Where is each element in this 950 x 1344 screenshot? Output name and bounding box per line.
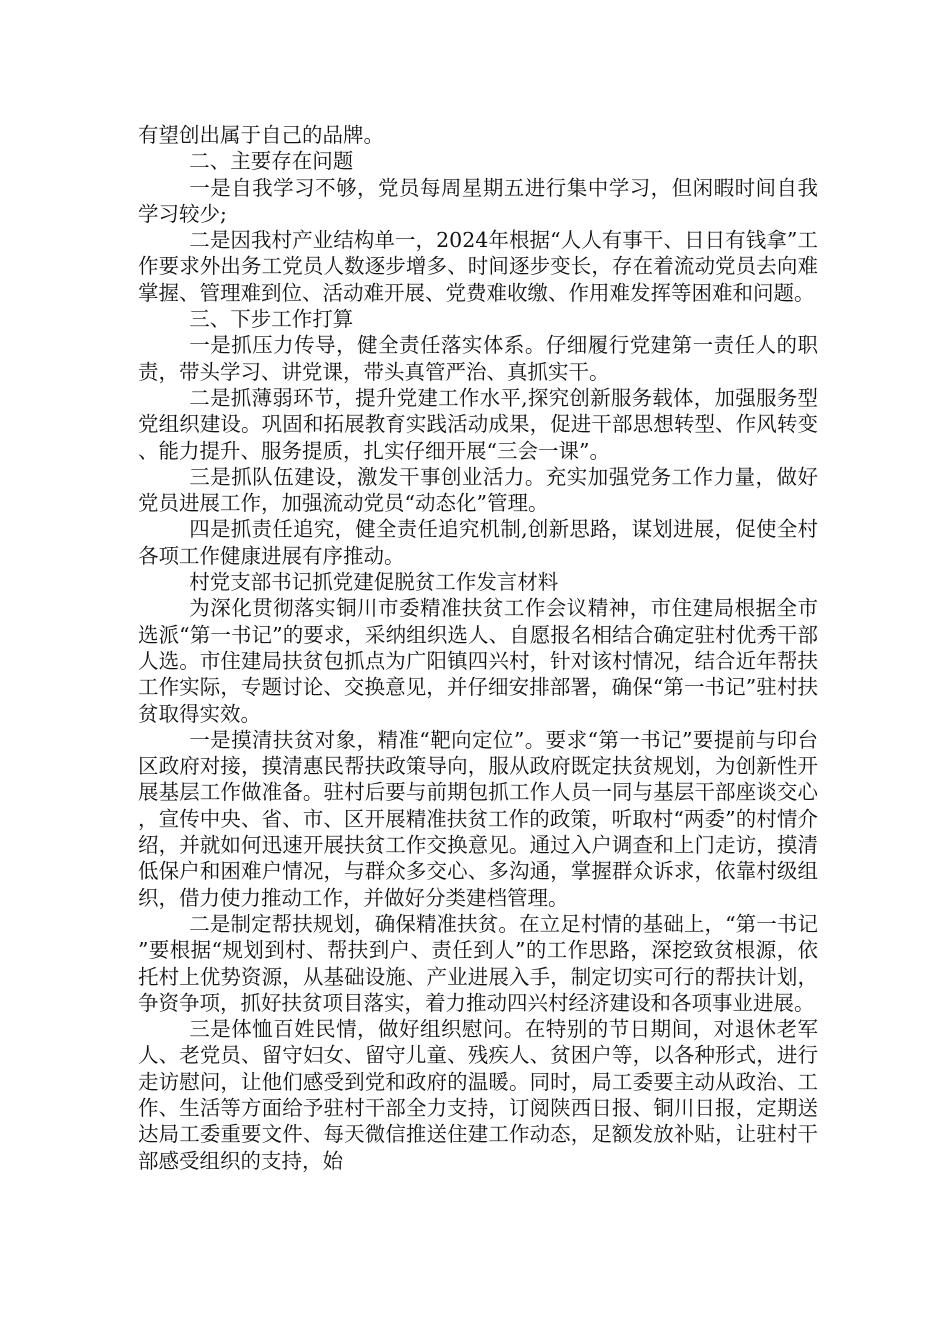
paragraph: 二是制定帮扶规划，确保精准扶贫。在立足村情的基础上，“第一书记”要根据“规划到村、帮扶到户、责任到人”的工作思路，深挖致贫根源，依托村上优势资源，从基础设施、产业进展入手，制定切实可行的帮扶计划，争资争项，抓好扶贫项目落实，着力推动四兴村经济建设和各项事业进展。 — [138, 911, 818, 1015]
paragraph: 为深化贯彻落实铜川市委精准扶贫工作会议精神，市住建局根据全市选派“第一书记”的要求，采纳组织选人、自愿报名相结合确定驻村优秀干部人选。市住建局扶贫包抓点为广阳镇四兴村，针对该村情况，结合近年帮扶工作实际，专题讨论、交换意见，并仔细安排部署，确保“第一书记”驻村扶贫取得实效。 — [138, 596, 818, 726]
paragraph: 三是体恤百姓民情，做好组织慰问。在特别的节日期间，对退休老军人、老党员、留守妇女、留守儿童、残疾人、贫困户等，以各种形式，进行走访慰问，让他们感受到党和政府的温暖。同时，局工委要主动从政治、工作、生活等方面给予驻村干部全力支持，订阅陕西日报、铜川日报，定期送达局工委重要文件、每天微信推送住建工作动态，足额发放补贴，让驻村干部感受组织的支持，始 — [138, 1017, 818, 1173]
section-heading-next-steps: 三、下步工作打算 — [189, 307, 354, 332]
paragraph: 一是摸清扶贫对象，精准“靶向定位”。要求“第一书记”要提前与印台区政府对接，摸清惠民帮扶政策导向，服从政府既定扶贫规划，为创新性开展基层工作做准备。驻村后要与前期包抓工作人员一同与基层干部座谈交心，宣传中央、省、市、区开展精准扶贫工作的政策，听取村“两委”的村情介绍，并就如何迅速开展扶贫工作交换意见。通过入户调查和上门走访，摸清低保户和困难户情况，与群众多交心、多沟通，掌握群众诉求，依靠村级组织，借力使力推动工作，并做好分类建档管理。 — [138, 727, 818, 910]
document-body — [138, 122, 818, 1174]
paragraph: 二是因我村产业结构单一，2024年根据“人人有事干、日日有钱拿”工作要求外出务工党员人数逐步增多、时间逐步变长，存在着流动党员去向难掌握、管理难到位、活动难开展、党费难收缴、作用难发挥等困难和问题。 — [138, 228, 818, 305]
document-title: 村党支部书记抓党建促脱贫工作发言材料 — [189, 570, 559, 595]
section-heading-problems: 二、主要存在问题 — [189, 149, 354, 174]
paragraph: 二是抓薄弱环节，提升党建工作水平,探究创新服务载体，加强服务型党组织建设。巩固和拓展教育实践活动成果，促进干部思想转型、作风转变、能力提升、服务提质，扎实仔细开展“三会一课”。 — [138, 385, 818, 463]
paragraph: 一是抓压力传导，健全责任落实体系。仔细履行党建第一责任人的职责，带头学习、讲党课，带头真管严治、真抓实干。 — [138, 333, 818, 384]
paragraph: 四是抓责任追究，健全责任追究机制,创新思路，谋划进展，促使全村各项工作健康进展有序推动。 — [138, 517, 818, 568]
paragraph: 一是自我学习不够，党员每周星期五进行集中学习，但闲暇时间自我学习较少; — [138, 175, 818, 226]
paragraph-continuation: 有望创出属于自己的品牌。 — [138, 123, 384, 147]
paragraph: 三是抓队伍建设，激发干事创业活力。充实加强党务工作力量，做好党员进展工作，加强流动党员“动态化”管理。 — [138, 464, 818, 516]
